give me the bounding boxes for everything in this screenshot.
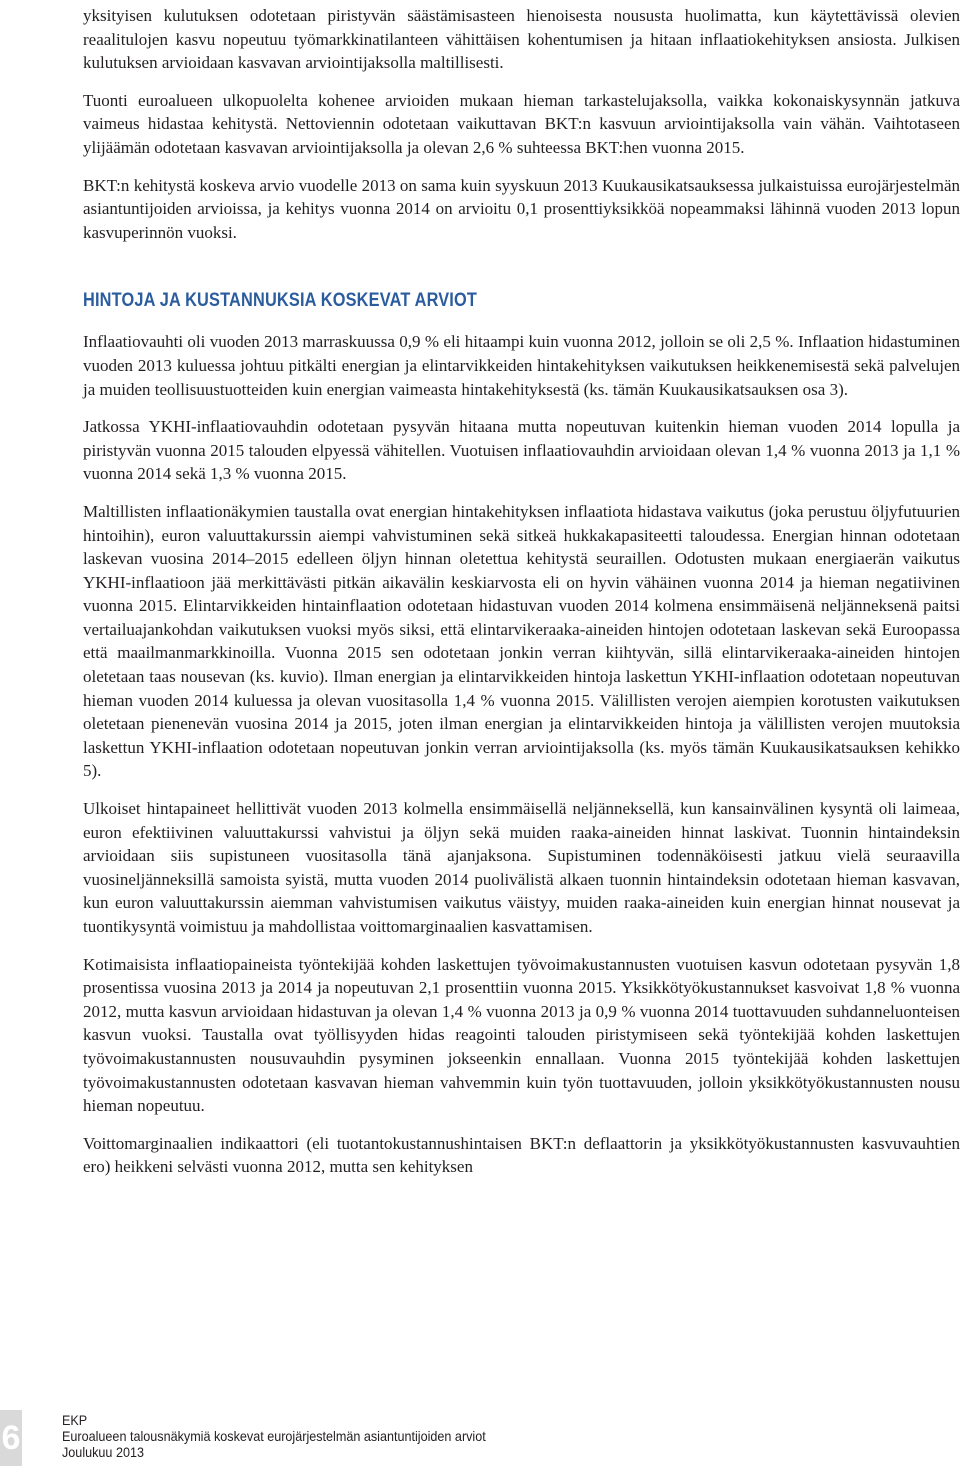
document-body [83,4,960,1193]
footer-publication-title: Euroalueen talousnäkymiä koskevat eurojärjestelmän asiantuntijoiden arviot [62,1428,486,1444]
paragraph: Voittomarginaalien indikaattori (eli tuotantokustannushintaisen BKT:n deflaattorin ja yksikkötyökustannusten kasvuvauhtien ero) heikkeni selvästi vuonna 2012, mutta sen kehityksen [83,1133,960,1177]
section-heading: HINTOJA JA KUSTANNUKSIA KOSKEVAT ARVIOT [83,290,478,312]
page-number: 6 [0,1410,22,1466]
footer-text [62,1412,486,1460]
paragraph: Kotimaisista inflaatiopaineista työntekijää kohden laskettujen työvoimakustannusten vuotuisen kasvun odotetaan pysyvän 1,8 prosentissa vuosina 2013 ja 2014 ja nopeutuvan 2,1 prosenttiin vuonna 2015. Yksikkötyökustannukset kasvoivat 1,8 % vuonna 2012, mutta kasvun arvioidaan hidastuvan ja olevan 1,4 % vuonna 2013 ja 0,9 % vuonna 2014 tuottavuuden suhdanneluonteisen kasvun vuoksi. Taustalla ovat työllisyyden hidas reagointi talouden piristymiseen sekä työntekijää kohden laskettujen työvoimakustannusten nousuvauhdin pysyminen jokseenkin ennallaan. Vuonna 2015 työntekijää kohden laskettujen työvoimakustannusten odotetaan kasvavan hieman vahvemmin kuin työn tuottavuuden, jolloin yksikkötyökustannusten nousu hieman nopeutuu. [83,954,960,1116]
paragraph: BKT:n kehitystä koskeva arvio vuodelle 2013 on sama kuin syyskuun 2013 Kuukausikatsauksessa julkaistuissa eurojärjestelmän asiantuntijoiden arvioissa, ja kehitys vuonna 2014 on arvioitu 0,1 prosenttiyksikköä nopeammaksi lähinnä vuoden 2013 lopun kasvuperinnön vuoksi. [83,175,960,242]
paragraph: Ulkoiset hintapaineet hellittivät vuoden 2013 kolmella ensimmäisellä neljänneksellä, kun kansainvälinen kysyntä oli laimeaa, euron efektiivinen valuuttakurssi vahvistui ja öljyn sekä muiden raaka-aineiden hinnat laskivat. Tuonnin hintaindeksin arvioidaan siis supistuneen vuositasolla tänä ajanjaksona. Supistuminen todennäköisesti jatkuu vielä seuraavilla vuosineljänneksillä samoista syistä, mutta vuoden 2014 puolivälistä alkaen tuonnin hintaindeksin odotetaan hieman kasvavan, kun euron valuuttakurssin aiemman vahvistumisen vaikutus väistyy, muiden raaka-aineiden kuin energian hinnat nousevat ja tuontikysyntä voimistuu ja mahdollistaa voittomarginaalien kasvattamisen. [83,799,960,936]
paragraph: Tuonti euroalueen ulkopuolelta kohenee arvioiden mukaan hieman tarkastelujaksolla, vaikka kokonaiskysynnän jatkuva vaimeus hidastaa kehitystä. Nettoviennin odotetaan vaikuttavan BKT:n kasvuun arviointijaksolla vain vähän. Vaihtotaseen ylijäämän odotetaan kasvavan arviointijaksolla ja olevan 2,6 % suhteessa BKT:hen vuonna 2015. [83,90,960,157]
paragraph: Maltillisten inflaationäkymien taustalla ovat energian hintakehityksen inflaatiota hidastava vaikutus (joka perustuu öljyfutuurien hintoihin), euron valuuttakurssin aiempi vahvistuminen sekä sitkeä hukkakapasiteetti taloudessa. Energian hinnan odotetaan laskevan vuosina 2014–2015 edelleen öljyn hinnan oletettua kehitystä seuraillen. Odotusten mukaan energiaerän vaikutus YKHI-inflaatioon jää merkittävästi pitkän aikavälin keskiarvosta eli on hyvin vähäinen vuonna 2014 ja hieman negatiivinen vuonna 2015. Elintarvikkeiden hintainflaation odotetaan hidastuvan vuoden 2014 kolmena ensimmäisenä neljänneksenä paitsi vertailuajankohdan vaikutuksen vuoksi myös siksi, että elintarvikeraaka-aineiden hintojen odotetaan laskevan sekä Euroopassa että maailmanmarkkinoilla. Vuonna 2015 sen odotetaan jonkin verran kiihtyvän, sillä elintarvikeraaka-aineiden hintojen oletetaan taas nousevan (ks. kuvio). Ilman energian ja elintarvikkeiden hintoja laskettun YKHI-inflaation odotetaan nopeutuvan hieman vuoden 2014 kuluessa ja olevan vuositasolla 1,4 % vuonna 2015. Välillisten verojen aiempien korotusten vaikutuksen oletetaan pienenevän vuosina 2014 ja 2015, joten ilman energian ja elintarvikkeiden hintoja ja välillisten verojen muutoksia laskettun YKHI-inflaation odotetaan nopeutuvan jonkin verran arviointijaksolla (ks. myös tämän Kuukausikatsauksen kehikko 5). [83,501,960,781]
footer-issue-date: Joulukuu 2013 [62,1444,144,1460]
footer-publisher: EKP [62,1412,88,1428]
paragraph: Inflaatiovauhti oli vuoden 2013 marraskuussa 0,9 % eli hitaampi kuin vuonna 2012, jolloin se oli 2,5 %. Inflaation hidastuminen vuoden 2013 kuluessa johtuu pitkälti energian ja elintarvikkeiden hintakehityksen vaikutuksen heikkenemisestä sekä palvelujen ja muiden teollisuustuotteiden kuin energian vaimeasta hintakehityksestä (ks. tämän Kuukausikatsauksen osa 3). [83,332,960,399]
paragraph: yksityisen kulutuksen odotetaan piristyvän säästämisasteen hienoisesta noususta huolimatta, kun käytettävissä olevien reaalitulojen kasvu nopeutuu työmarkkinatilanteen vähittäisen kohentumisen ja hitaan inflaatiokehityksen ansiosta. Julkisen kulutuksen arvioidaan kasvavan arviointijaksolla maltillisesti. [83,6,960,73]
page-footer [0,1398,960,1468]
paragraph: Jatkossa YKHI-inflaatiovauhdin odotetaan pysyvän hitaana mutta nopeutuvan kuitenkin hieman vuoden 2014 lopulla ja piristyvän vuonna 2015 talouden elpyessä vähitellen. Vuotuisen inflaatiovauhdin arvioidaan olevan 1,4 % vuonna 2013 ja 1,1 % vuonna 2014 sekä 1,3 % vuonna 2015. [83,417,960,484]
